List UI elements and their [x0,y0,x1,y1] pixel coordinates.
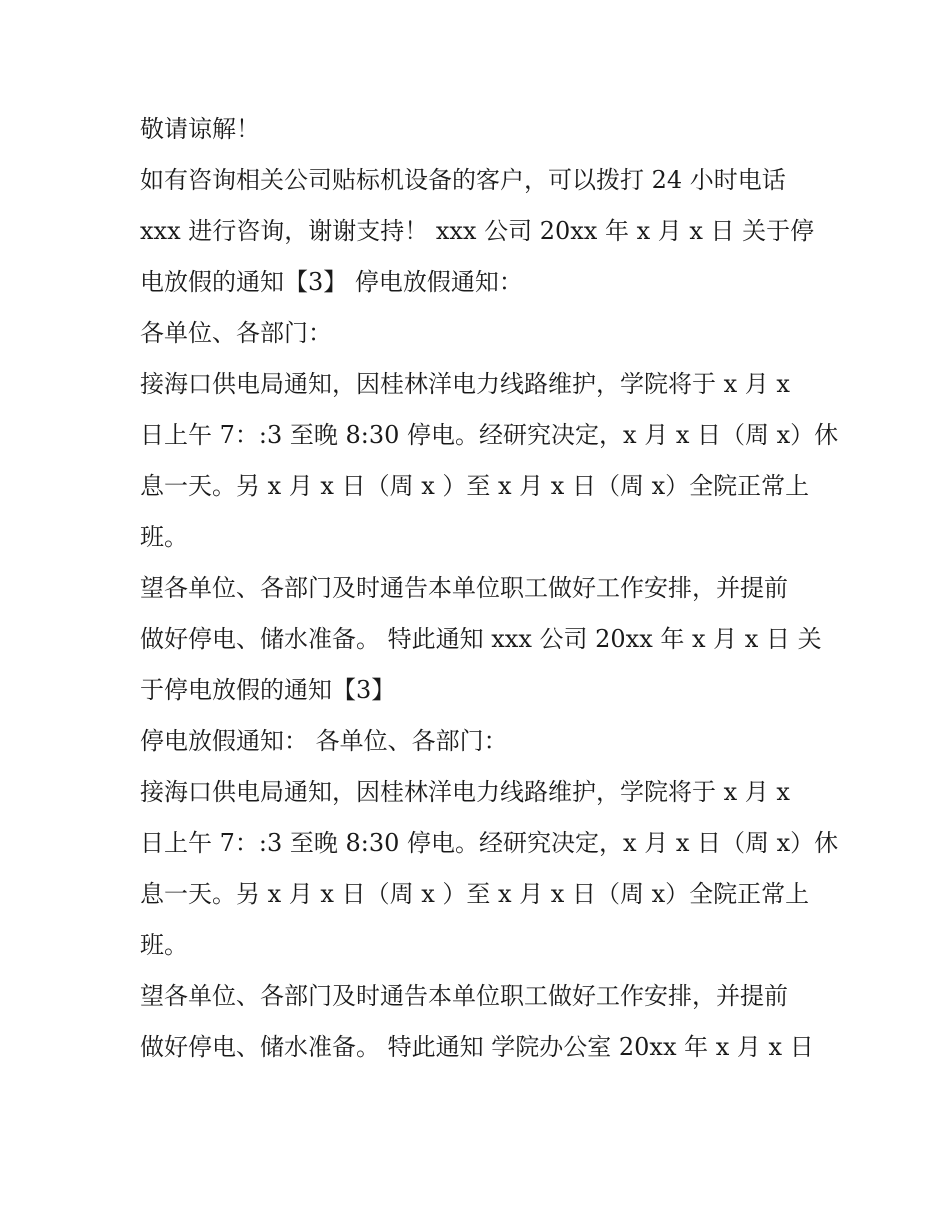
text-line: 日上午 7：:3 至晚 8:30 停电。经研究决定，x 月 x 日（周 x）休 [140,829,839,857]
document-body [140,104,839,1073]
text-line: 电放假的通知【3】 停电放假通知： [140,268,523,296]
text-line: 接海口供电局通知，因桂林洋电力线路维护，学院将于 x 月 x [140,370,790,398]
text-line: 做好停电、储水准备。 特此通知 学院办公室 20xx 年 x 月 x 日 [140,1033,814,1061]
text-line: 停电放假通知： 各单位、各部门： [140,727,508,755]
text-line: xxx 进行咨询，谢谢支持！ xxx 公司 20xx 年 x 月 x 日 关于停 [140,217,815,245]
text-line: 望各单位、各部门及时通告本单位职工做好工作安排，并提前 [140,982,788,1010]
text-line: 接海口供电局通知，因桂林洋电力线路维护，学院将于 x 月 x [140,778,790,806]
text-line: 做好停电、储水准备。 特此通知 xxx 公司 20xx 年 x 月 x 日 关 [140,625,822,653]
text-line: 息一天。另 x 月 x 日（周 x ）至 x 月 x 日（周 x）全院正常上 [140,472,810,500]
text-line: 日上午 7：:3 至晚 8:30 停电。经研究决定，x 月 x 日（周 x）休 [140,421,839,449]
text-line: 如有咨询相关公司贴标机设备的客户，可以拨打 24 小时电话 [140,166,786,194]
text-line: 班。 [140,523,188,551]
text-line: 望各单位、各部门及时通告本单位职工做好工作安排，并提前 [140,574,788,602]
text-line: 息一天。另 x 月 x 日（周 x ）至 x 月 x 日（周 x）全院正常上 [140,880,810,908]
text-line: 班。 [140,931,188,959]
text-line: 各单位、各部门： [140,319,332,347]
text-line: 敬请谅解！ [140,115,260,143]
text-line: 于停电放假的通知【3】 [140,676,396,704]
